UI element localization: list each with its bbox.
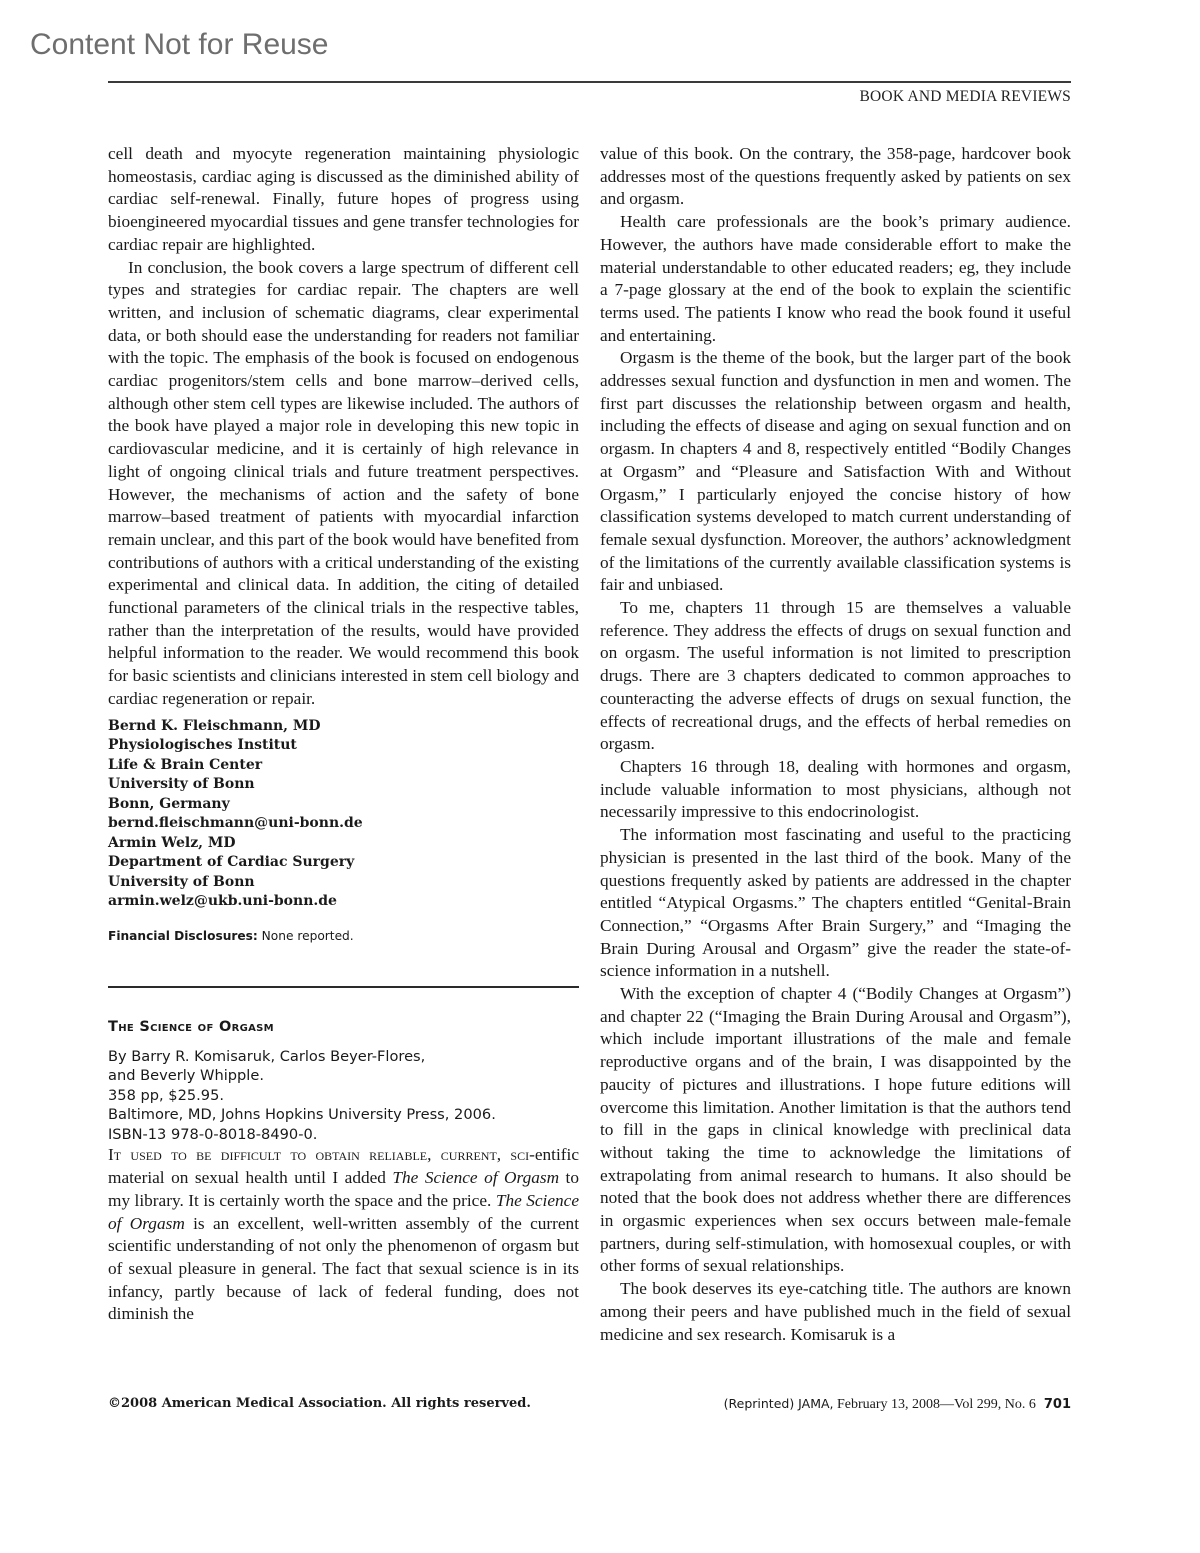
reviewer-signature: [108, 717, 579, 912]
left-column: [108, 143, 579, 1326]
section-divider: [108, 986, 579, 988]
biblio-line: Baltimore, MD, Johns Hopkins University Press, 2006.: [108, 1106, 496, 1124]
body-paragraph: The information most fascinating and useful to the practicing physician is presented in the last third of the book. Many of the questions frequently asked by patients are addressed in the chapter entitled “Atypical Orgasms.” The chapters entitled “Genital-Brain Connection,” “Orgasms After Brain Surgery,” and “Imaging the Brain During Arousal and Orgasm” give the reader the state-of-science information in a nutshell.: [600, 825, 1071, 981]
disclosure-label: Financial Disclosures:: [108, 928, 258, 943]
biblio-line: 358 pp, $25.95.: [108, 1086, 225, 1104]
review-title: The Science of Orgasm: [108, 1019, 274, 1036]
biblio-line: By Barry R. Komisaruk, Carlos Beyer-Flores,: [108, 1047, 426, 1065]
email-link[interactable]: armin.welz@ukb.uni-bonn.de: [108, 893, 337, 910]
biblio-line: and Beverly Whipple.: [108, 1067, 264, 1085]
opening-text: is an excellent, well-written assembly of the current scientific understanding of not only the phenomenon of orgasm but of sexual pleasure in general. The fact that sexual science is in its infancy, partly because of lack of federal funding, does not diminish the: [108, 1213, 580, 1324]
body-paragraph: cell death and myocyte regeneration maintaining physiologic homeostasis, cardiac aging is discussed as the diminished ability of cardiac self-renewal. Finally, future hopes of progress using bioengineered myocardial tissues and gene transfer technologies for cardiac repair are highlighted.: [108, 144, 579, 254]
signature-line: University of Bonn: [108, 776, 255, 793]
signature-line: University of Bonn: [108, 873, 255, 890]
signature-line: Armin Welz, MD: [108, 834, 236, 851]
biblio-line: ISBN-13 978-0-8018-8490-0.: [108, 1125, 318, 1143]
header-rule: [108, 81, 1071, 83]
book-title-italic: The Science of Orgasm: [108, 1190, 579, 1233]
disclosure-text: None reported.: [257, 928, 354, 943]
right-column: [600, 143, 1071, 1346]
body-paragraph: To me, chapters 11 through 15 are themselves a valuable reference. They address the effects of drugs on sexual function and on orgasm. The useful information is not limited to prescription drugs. There are 3 chapters dedicated to common approaches to counteracting the adverse effects of drugs on sexual function, the effects of recreational drugs, and the effects of herbal remedies on orgasm.: [600, 598, 1071, 754]
bibliographic-info: [108, 1047, 579, 1145]
section-label: BOOK AND MEDIA REVIEWS: [859, 88, 1071, 105]
watermark: Content Not for Reuse: [30, 28, 329, 61]
page-number: 701: [1043, 1397, 1071, 1412]
body-paragraph: In conclusion, the book covers a large spectrum of different cell types and strategies for cardiac repair. The chapters are well written, and inclusion of schematic diagrams, clear experimental data, or both should ease the understanding for readers not familiar with the topic. The emphasis of the book is focused on endogenous cardiac progenitors/stem cells and bone marrow–derived cells, although other stem cell types are likewise included. The authors of the book have played a major role in developing this new topic in cardiovascular medicine, and it is certainly of high relevance in light of ongoing clinical trials and future treatment perspectives. However, the mechanisms of action and the safety of bone marrow–based treatment of patients with myocardial infarction remain unclear, and this part of the book would have benefited from contributions of authors with a critical understanding of the existing experimental and clinical data. In addition, the citing of detailed functional parameters of the clinical trials in the respective tables, rather than the interpretation of the results, would have provided helpful information to the reader. We would recommend this book for basic scientists and clinicians interested in stem cell biology and cardiac regeneration or repair.: [108, 257, 579, 708]
reprinted-label: (Reprinted) JAMA,: [723, 1396, 834, 1411]
signature-line: Life & Brain Center: [108, 756, 263, 773]
copyright-notice: ©2008 American Medical Association. All rights reserved.: [108, 1396, 531, 1411]
body-paragraph: The book deserves its eye-catching title. The authors are known among their peers and have published much in the field of sexual medicine and sex research. Komisaruk is a: [600, 1279, 1071, 1344]
signature-line: Bernd K. Fleischmann, MD: [108, 717, 321, 734]
body-paragraph: Orgasm is the theme of the book, but the larger part of the book addresses sexual function and dysfunction in men and women. The first part discusses the relationship between orgasm and health, including the effects of disease and aging on sexual function and on orgasm. In chapters 4 and 8, respectively entitled “Bodily Changes at Orgasm” and “Pleasure and Satisfaction With and Without Orgasm,” I particularly enjoyed the concise history of how classification systems developed to match current understanding of female sexual dysfunction. Moreover, the authors’ acknowledgment of the limitations of the currently available classification systems is fair and unbiased.: [600, 348, 1071, 595]
opening-text: to my library. It is certainly worth the space and the price.: [108, 1168, 579, 1210]
email-link[interactable]: bernd.fleischmann@uni-bonn.de: [108, 815, 363, 832]
signature-line: Department of Cardiac Surgery: [108, 854, 355, 871]
body-paragraph: Health care professionals are the book’s primary audience. However, the authors have made considerable effort to make the material understandable to other educated readers; eg, they include a 7-page glossary at the end of the book to explain the scientific terms used. The patients I know who read the book found it useful and entertaining.: [600, 212, 1071, 345]
signature-line: Physiologisches Institut: [108, 737, 297, 754]
citation-footer: [724, 1396, 1071, 1413]
body-paragraph: Chapters 16 through 18, dealing with hormones and orgasm, include valuable information to most physicians, although not necessarily impressive to this endocrinologist.: [600, 756, 1071, 822]
opening-text: entific material on sexual health until I added: [108, 1145, 579, 1188]
review-opening-paragraph: [108, 1144, 579, 1326]
financial-disclosure: [108, 925, 579, 948]
issue-info: February 13, 2008—Vol 299, No. 6: [833, 1397, 1036, 1412]
opening-small-caps: It used to be difficult to obtain reliable, current, sci-: [108, 1145, 535, 1165]
book-title-italic: The Science of Orgasm: [392, 1168, 560, 1188]
body-paragraph: With the exception of chapter 4 (“Bodily Changes at Orgasm”) and chapter 22 (“Imaging the Brain During Arousal and Orgasm”), which include important illustrations of the male and female reproductive organs and of the brain, I was disappointed by the paucity of pictures and illustrations. I hope future editions will overcome this limitation. Another limitation is that the authors tend to fill in the gaps in clinical knowledge with preclinical data without taking the time to acknowledge the limitations of extrapolating from animal research to humans. It also should be noted that the book does not address whether there are differences in orgasmic experiences when sex occurs between male-female partners, during self-stimulation, with homosexual couples, or with other forms of sexual relationships.: [600, 984, 1071, 1276]
body-paragraph: value of this book. On the contrary, the 358-page, hardcover book addresses most of the questions frequently asked by patients on sex and orgasm.: [600, 144, 1071, 209]
signature-line: Bonn, Germany: [108, 795, 230, 812]
